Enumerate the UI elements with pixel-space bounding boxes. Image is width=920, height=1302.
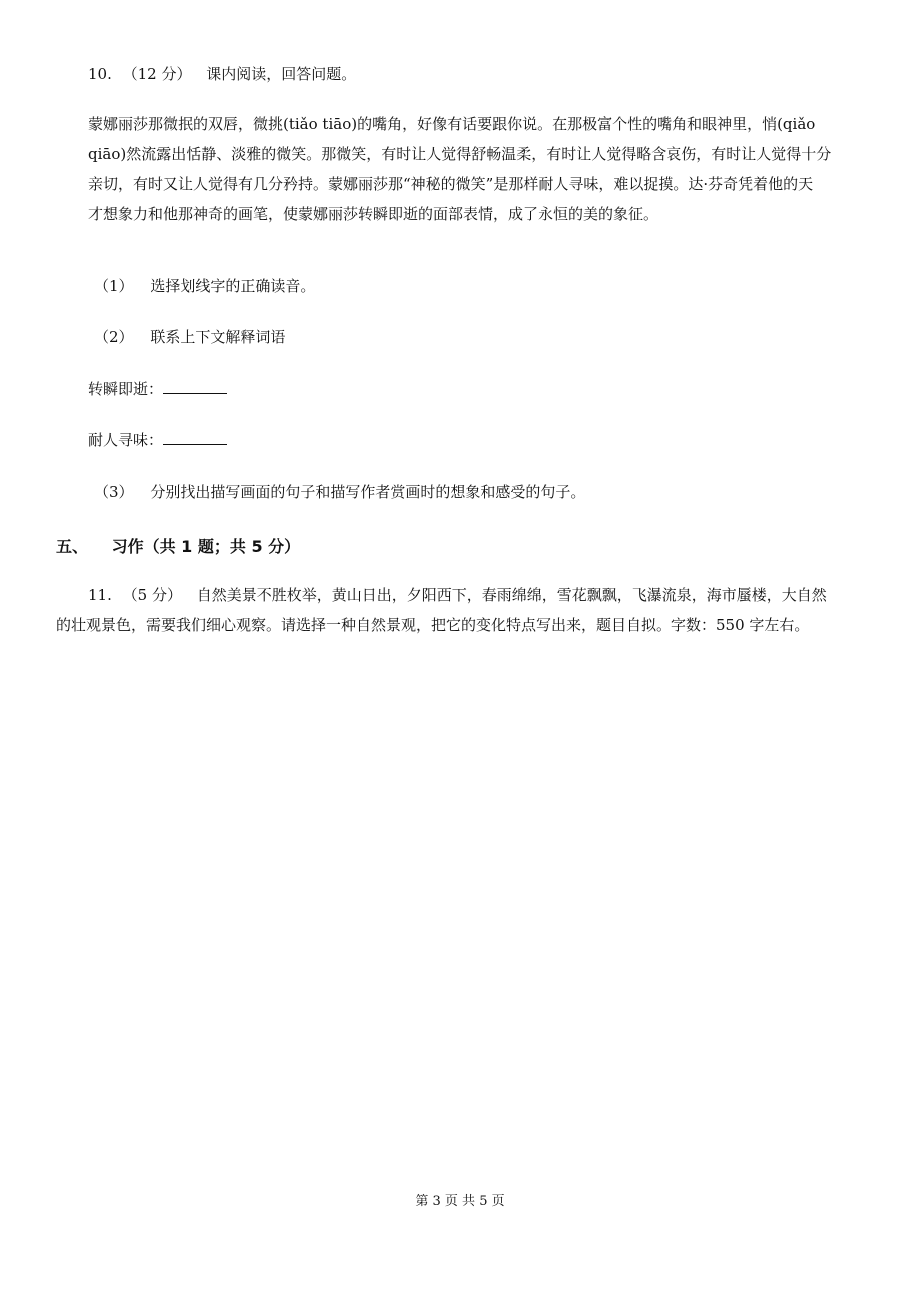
section-title: 习作（共 1 题；共 5 分） [111,537,301,556]
passage-line: 才想象力和他那神奇的画笔，使蒙娜丽莎转瞬即逝的面部表情，成了永恒的美的象征。 [88,205,659,223]
passage-line: 亲切，有时又让人觉得有几分矜持。蒙娜丽莎那“神秘的微笑”是那样耐人寻味，难以捉摸。达·芬奇凭着他的天 [88,175,814,193]
question-text: 自然美景不胜枚举，黄山日出，夕阳西下，春雨绵绵，雪花飘飘，飞瀑流泉，海市蜃楼，大自然 [196,586,827,604]
term-label: 耐人寻味： [88,431,164,449]
section-heading [56,534,300,557]
question-11 [56,580,868,640]
question-score: （5 分） [122,586,182,604]
term-row-1 [88,379,227,399]
sub-question-text: 联系上下文解释词语 [150,328,286,346]
question-score: （12 分） [122,65,192,83]
question-number: 10. [88,65,112,83]
question-number: 11. [88,586,112,604]
section-number: 五、 [56,537,89,556]
sub-question-text: 分别找出描写画面的句子和描写作者赏画时的想象和感受的句子。 [150,483,586,501]
sub-question-1 [94,276,315,296]
sub-question-2 [94,327,285,347]
passage-line: 蒙娜丽莎那微抿的双唇，微挑(tiǎo tiāo)的嘴角，好像有话要跟你说。在那极富个性的嘴角和眼神里，悄(qiǎo [88,115,816,133]
page-footer: 第 3 页 共 5 页 [415,1194,505,1209]
sub-question-number: （3） [94,483,134,501]
question-10-header [88,64,356,84]
question-11-line: 的壮观景色，需要我们细心观察。请选择一种自然景观，把它的变化特点写出来，题目自拟。字数：550 字左右。 [56,616,810,634]
answer-blank[interactable] [163,430,227,445]
sub-question-number: （1） [94,277,134,295]
sub-question-number: （2） [94,328,134,346]
question-prompt: 课内阅读，回答问题。 [206,65,357,83]
passage-line: qiāo)然流露出恬静、淡雅的微笑。那微笑，有时让人觉得舒畅温柔，有时让人觉得略含哀伤，有时让人觉得十分 [88,145,832,163]
answer-blank[interactable] [163,379,227,394]
sub-question-3 [94,482,585,502]
term-label: 转瞬即逝： [88,380,164,398]
term-row-2 [88,430,227,450]
question-11-line [88,580,868,610]
reading-passage [88,109,868,229]
sub-question-text: 选择划线字的正确读音。 [150,277,316,295]
